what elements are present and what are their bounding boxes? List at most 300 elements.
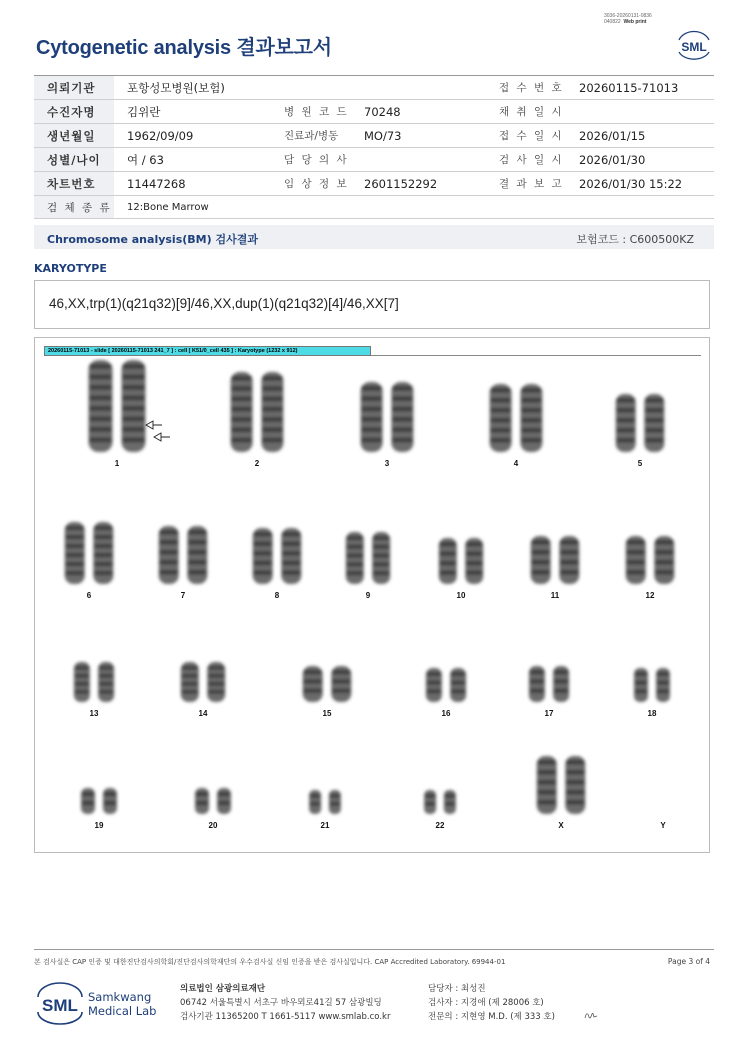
chromosome-band: [75, 682, 89, 686]
chromosome-band: [90, 375, 112, 380]
dob-value: 1962/09/09: [114, 124, 271, 148]
chromosome-band: [262, 386, 282, 391]
chromosome-band: [440, 552, 456, 556]
chromosome-pair-13: [74, 662, 114, 702]
page-title: Cytogenetic analysis 결과보고서: [36, 37, 332, 59]
chromosome-band: [521, 388, 541, 393]
chromosome-label: 17: [544, 709, 554, 718]
specimen-value: 12:Bone Marrow: [114, 196, 714, 219]
chromosome-band: [262, 427, 282, 432]
chromosome-label: 16: [441, 709, 451, 718]
chromosome-label: 3: [384, 459, 390, 468]
chromosome-band: [466, 571, 482, 575]
report-date-value: 2026/01/30 15:22: [566, 172, 714, 196]
chromosome-band: [538, 790, 556, 795]
chromosome-band: [445, 802, 455, 806]
chromosome-band: [82, 801, 94, 805]
chromosome-band: [657, 689, 669, 693]
samkwang-logo-icon: [36, 982, 166, 1026]
org-info: [180, 982, 390, 1024]
chromosome-band: [182, 682, 198, 686]
chromosome: [537, 756, 557, 814]
chromosome-band: [657, 672, 669, 676]
dept-value: MO/73: [351, 124, 486, 148]
clinical-value: 2601152292: [351, 172, 486, 196]
chromosome-band: [90, 364, 112, 369]
certification-note: 본 검사실은 CAP 인증 및 대한진단검사의학회/진단검사의학재단의 우수검사실 신임 인증을 받은 검사실입니다. CAP Accredited Laboratory. 69944-01: [34, 958, 506, 966]
chromosome-band: [123, 438, 145, 443]
info-row: [34, 76, 714, 100]
chromosome-band: [645, 398, 663, 403]
chromosome-pair-9: [346, 532, 390, 584]
chromosome-label: 1: [114, 459, 120, 468]
chromosome: [616, 394, 636, 452]
chromosome-band: [123, 375, 145, 380]
chromosome-band: [560, 560, 578, 565]
chromosome-band: [532, 570, 550, 575]
chromosome-band: [282, 551, 300, 555]
chromosome-band: [491, 438, 511, 443]
chromosome-band: [445, 794, 455, 798]
chromosome-band: [232, 386, 252, 391]
chromosome-band: [330, 794, 340, 798]
chromosome-band: [566, 800, 584, 805]
chromosome-band: [347, 554, 363, 558]
chromosome-band: [554, 689, 568, 693]
chromosome-band: [262, 397, 282, 402]
chromosome-band: [554, 670, 568, 674]
chromosome-band: [362, 386, 382, 391]
sml-logo-icon: [675, 28, 713, 62]
chromosome-label: 11: [550, 591, 560, 600]
receipt-date-label: 접 수 일 시: [486, 124, 566, 148]
patient-info-table: [34, 75, 714, 219]
chromosome-band: [66, 571, 84, 575]
chromosome-band: [373, 536, 389, 540]
chromosome-band: [566, 780, 584, 785]
karyogram-image: [34, 337, 710, 853]
chromosome-band: [538, 760, 556, 765]
chromosome-band: [182, 690, 198, 694]
chromosome-band: [208, 674, 224, 678]
web-print-label: Web print: [623, 19, 647, 25]
chromosome-band: [254, 542, 272, 546]
chromosome-band: [491, 388, 511, 393]
sml-logo-text: SML: [681, 40, 707, 54]
chromosome-band: [123, 406, 145, 411]
chromosome-band: [425, 802, 435, 806]
chart-no-value: 11447268: [114, 172, 271, 196]
chromosome-band: [655, 560, 673, 565]
samkwang-logo-line2: Medical Lab: [88, 1004, 157, 1018]
chromosome-pair-6: [65, 522, 114, 584]
chromosome-band: [304, 670, 322, 674]
chromosome-pair-15: [303, 666, 352, 702]
chromosome-band: [362, 427, 382, 432]
chromosome-band: [254, 551, 272, 555]
chromosome-band: [188, 530, 206, 535]
chromosome-band: [491, 428, 511, 433]
print-id-line2: [604, 19, 652, 25]
slide-caption: 20260115-71013 - slide [ 20260115-71013 241_7 ] : cell [ K51/0_cell 435 ] : Karyotype (1232 x 912): [44, 346, 371, 356]
chromosome-label: 18: [647, 709, 657, 718]
chromosome-band: [617, 408, 635, 413]
chromosome-band: [332, 679, 350, 683]
chromosome-band: [560, 570, 578, 575]
chromosome-band: [521, 408, 541, 413]
chromosome-band: [90, 438, 112, 443]
chromosome-band: [99, 674, 113, 678]
caption-divider: [371, 355, 701, 356]
org-name: 의료법인 삼광의료재단: [180, 984, 266, 994]
chromosome-band: [254, 561, 272, 565]
chromosome-band: [66, 562, 84, 566]
samkwang-logo-line1: Samkwang: [88, 990, 152, 1004]
chart-no-label: 차트번호: [34, 172, 114, 196]
chromosome-band: [66, 553, 84, 557]
chromosome-band: [532, 560, 550, 565]
chromosome-band: [635, 689, 647, 693]
chromosome-label: 20: [208, 821, 218, 830]
footer-divider: [34, 949, 714, 950]
chromosome-band: [90, 427, 112, 432]
chromosome-band: [282, 532, 300, 536]
chromosome-band: [566, 790, 584, 795]
info-row: [34, 100, 714, 124]
chromosome-band: [232, 407, 252, 412]
org-contact: 검사기관 11365200 T 1661-5117 www.smlab.co.kr: [180, 1012, 391, 1022]
doctor-value: [351, 148, 486, 172]
chromosome-label: 9: [365, 591, 371, 600]
info-row: [34, 172, 714, 196]
chromosome-pair-21: [309, 790, 341, 814]
chromosome-band: [123, 364, 145, 369]
chromosome-band: [232, 376, 252, 381]
chromosome-band: [66, 526, 84, 530]
chromosome-band: [66, 544, 84, 548]
chromosome-band: [657, 681, 669, 685]
chromosome-band: [90, 385, 112, 390]
samkwang-logo-mark: SML: [42, 996, 78, 1015]
chromosome-band: [440, 561, 456, 565]
chromosome-band: [427, 681, 441, 685]
chromosome-band: [75, 690, 89, 694]
staff-info: [428, 982, 555, 1024]
sex-age-value: 여 / 63: [114, 148, 271, 172]
chromosome-pair-14: [181, 662, 225, 702]
chromosome-band: [347, 545, 363, 549]
chromosome-band: [440, 542, 456, 546]
chromosome-pair-11: [531, 536, 580, 584]
receipt-date-value: 2026/01/15: [566, 124, 714, 148]
chromosome-band: [392, 396, 412, 401]
chromosome-pair-18: [634, 668, 670, 702]
chromosome-band: [188, 560, 206, 565]
chromosome-layer: [65, 360, 675, 814]
chromosome-band: [538, 780, 556, 785]
chromosome-band: [645, 418, 663, 423]
staff-specialist: 전문의 : 지현영 M.D. (제 333 호): [428, 1012, 555, 1022]
dept-label: 진료과/병동: [271, 124, 351, 148]
chromosome-band: [655, 570, 673, 575]
chromosome-label: 6: [86, 591, 92, 600]
chromosome-pair-5: [616, 394, 665, 452]
result-section-title: Chromosome analysis(BM) 검사결과: [47, 233, 258, 246]
chromosome-band: [232, 417, 252, 422]
chromosome-band: [362, 438, 382, 443]
chromosome-band: [262, 438, 282, 443]
chromosome-label: Y: [660, 821, 666, 830]
chromosome-band: [466, 561, 482, 565]
chromosome-band: [392, 417, 412, 422]
chromosome-pair-16: [426, 668, 466, 702]
chromosome-band: [491, 418, 511, 423]
doctor-label: 담 당 의 사: [271, 148, 351, 172]
collect-date-label: 채 취 일 시: [486, 100, 566, 124]
chromosome-band: [538, 800, 556, 805]
chromosome-band: [188, 540, 206, 545]
chromosome-band: [560, 550, 578, 555]
chromosome-band: [427, 689, 441, 693]
chromosome-pair-22: [424, 790, 456, 814]
chromosome-band: [440, 571, 456, 575]
chromosome-band: [617, 418, 635, 423]
chromosome-band: [362, 417, 382, 422]
chromosome-band: [90, 417, 112, 422]
org-address: 06742 서울특별시 서초구 바우뫼로41길 57 삼광빌딩: [180, 998, 382, 1008]
chromosome-band: [617, 438, 635, 443]
chromosome-label: 5: [637, 459, 643, 468]
chromosome-band: [282, 570, 300, 574]
chromosome-band: [392, 438, 412, 443]
chromosome-band: [332, 670, 350, 674]
chromosome-band: [208, 682, 224, 686]
hospital-code-value: 70248: [351, 100, 486, 124]
chromosome-band: [262, 407, 282, 412]
chromosome-band: [491, 398, 511, 403]
arrow-icon: [146, 421, 170, 441]
chromosome-band: [347, 571, 363, 575]
chromosome-band: [617, 428, 635, 433]
chromosome-band: [635, 672, 647, 676]
patient-label: 수진자명: [34, 100, 114, 124]
chromosome-band: [392, 407, 412, 412]
chromosome-band: [392, 427, 412, 432]
chromosome-band: [451, 689, 465, 693]
chromosome-label: 12: [645, 591, 655, 600]
chromosome-pair-20: [195, 788, 231, 814]
chromosome-band: [425, 794, 435, 798]
chromosome-band: [655, 540, 673, 545]
chromosome-band: [232, 397, 252, 402]
chromosome-band: [160, 530, 178, 535]
test-date-label: 검 사 일 시: [486, 148, 566, 172]
chromosome-band: [99, 666, 113, 670]
chromosome-band: [90, 406, 112, 411]
staff-in-charge: 담당자 : 최성진: [428, 984, 486, 994]
chromosome-pair-1: [89, 360, 146, 452]
specimen-label: 검 체 종 류: [34, 196, 114, 219]
chromosome-band: [521, 418, 541, 423]
chromosome-band: [196, 801, 208, 805]
request-org-value: 포항성모병원(보험): [114, 76, 486, 100]
chromosome-band: [99, 682, 113, 686]
chromosome-band: [160, 570, 178, 575]
chromosome-band: [530, 679, 544, 683]
chromosome: [253, 528, 273, 584]
karyotype-result: 46,XX,trp(1)(q21q32)[9]/46,XX,dup(1)(q21q32)[4]/46,XX[7]: [49, 296, 399, 311]
chromosome-band: [188, 570, 206, 575]
info-row: [34, 196, 714, 219]
chromosome-band: [530, 670, 544, 674]
chromosome-band: [310, 802, 320, 806]
sex-age-label: 성별/나이: [34, 148, 114, 172]
chromosome-band: [451, 672, 465, 676]
print-id-line1: 3036-20260131-0836: [604, 13, 652, 19]
chromosome-label: 7: [180, 591, 186, 600]
chromosome: [159, 526, 179, 584]
chromosome-band: [282, 561, 300, 565]
chromosome-band: [99, 690, 113, 694]
chromosome-band: [123, 385, 145, 390]
chromosome-pair-12: [626, 536, 675, 584]
chromosome-label: 13: [89, 709, 99, 718]
chromosome-band: [627, 550, 645, 555]
chromosome-band: [262, 417, 282, 422]
chromosome-band: [466, 542, 482, 546]
karyotype-result-box: [34, 280, 710, 329]
chromosome-pair-4: [490, 384, 543, 452]
chromosome-label: 22: [435, 821, 445, 830]
chromosome-pair-X: [537, 756, 586, 814]
chromosome-band: [104, 801, 116, 805]
chromosome-band: [182, 666, 198, 670]
chromosome-band: [160, 540, 178, 545]
receipt-no-value: 20260115-71013: [566, 76, 714, 100]
chromosome: [644, 394, 664, 452]
chromosome-band: [655, 550, 673, 555]
chromosome-band: [347, 562, 363, 566]
chromosome-band: [208, 690, 224, 694]
chromosome-band: [530, 689, 544, 693]
chromosome-band: [362, 396, 382, 401]
patient-value: 김위란: [114, 100, 271, 124]
chromosome-band: [94, 562, 112, 566]
chromosome-band: [566, 760, 584, 765]
chromosome-band: [218, 792, 230, 796]
chromosome-band: [532, 540, 550, 545]
chromosome-band: [232, 427, 252, 432]
chromosome-band: [627, 560, 645, 565]
chromosome-band: [362, 407, 382, 412]
chromosome-band: [645, 428, 663, 433]
request-org-label: 의뢰기관: [34, 76, 114, 100]
chromosome-band: [330, 802, 340, 806]
insurance-code: 보험코드 : C600500KZ: [576, 233, 694, 246]
chromosome-band: [123, 417, 145, 422]
chromosome-band: [262, 376, 282, 381]
chromosome-band: [635, 681, 647, 685]
chromosome-band: [254, 532, 272, 536]
chromosome-band: [627, 540, 645, 545]
chromosome-band: [94, 553, 112, 557]
print-id: [604, 13, 652, 25]
chromosome-pair-8: [253, 528, 302, 584]
print-id-code: 040822: [604, 19, 621, 25]
chromosome-label: 10: [456, 591, 466, 600]
chromosome-band: [521, 428, 541, 433]
chromosome-band: [75, 674, 89, 678]
chromosome-label: 15: [322, 709, 332, 718]
chromosome-band: [332, 689, 350, 693]
chromosome-band: [645, 408, 663, 413]
test-date-value: 2026/01/30: [566, 148, 714, 172]
hospital-code-label: 병 원 코 드: [271, 100, 351, 124]
chromosome-pair-2: [231, 372, 284, 452]
chromosome-band: [232, 438, 252, 443]
chromosome-band: [94, 571, 112, 575]
chromosome-band: [104, 792, 116, 796]
chromosome-label: 21: [320, 821, 330, 830]
chromosome-pair-3: [361, 382, 414, 452]
chromosome-band: [310, 794, 320, 798]
chromosome-band: [373, 554, 389, 558]
chromosome-band: [254, 570, 272, 574]
chromosome-band: [304, 689, 322, 693]
chromosome-band: [392, 386, 412, 391]
chromosome-pair-17: [529, 666, 569, 702]
chromosome-band: [554, 679, 568, 683]
chromosome-band: [208, 666, 224, 670]
chromosome-band: [188, 550, 206, 555]
chromosome-band: [566, 770, 584, 775]
chromosome-band: [304, 679, 322, 683]
chromosome-label: 19: [94, 821, 104, 830]
chromosome-band: [532, 550, 550, 555]
chromosome-band: [218, 801, 230, 805]
chromosome-band: [123, 427, 145, 432]
chromosome: [565, 756, 585, 814]
chromosome-band: [373, 545, 389, 549]
chromosome-band: [94, 526, 112, 530]
chromosome-pair-10: [439, 538, 483, 584]
chromosome-band: [645, 438, 663, 443]
staff-tester: 검사자 : 지경애 (제 28006 호): [428, 998, 544, 1008]
chromosome-band: [160, 550, 178, 555]
chromosome: [281, 528, 301, 584]
chromosome-band: [466, 552, 482, 556]
chromosome-band: [182, 674, 198, 678]
chromosome-band: [521, 398, 541, 403]
chromosome-band: [427, 672, 441, 676]
collect-date-value: [566, 100, 714, 124]
result-section-bar: [34, 225, 714, 249]
dob-label: 생년월일: [34, 124, 114, 148]
karyotype-heading: KARYOTYPE: [34, 262, 107, 275]
chromosome-band: [196, 792, 208, 796]
chromosome-pair-19: [81, 788, 117, 814]
receipt-no-label: 접 수 번 호: [486, 76, 566, 100]
chromosome-label: 2: [254, 459, 260, 468]
info-row: [34, 124, 714, 148]
karyogram-svg: [35, 338, 711, 854]
chromosome-band: [491, 408, 511, 413]
report-date-label: 결 과 보 고: [486, 172, 566, 196]
chromosome-label: 14: [198, 709, 208, 718]
chromosome-band: [160, 560, 178, 565]
chromosome-band: [66, 535, 84, 539]
chromosome-pair-7: [159, 526, 208, 584]
